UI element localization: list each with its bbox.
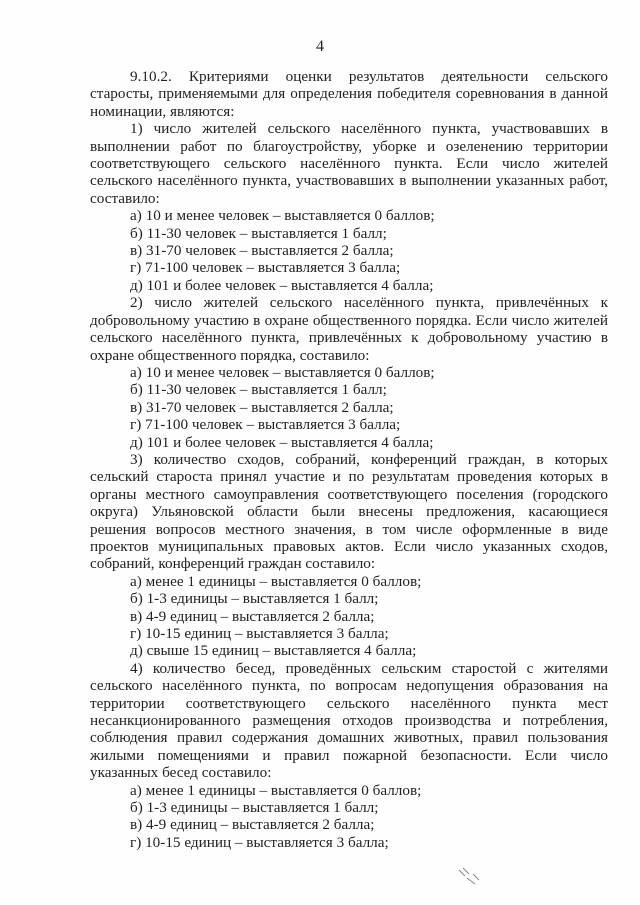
option-item: в) 31-70 человек – выставляется 2 балла; xyxy=(130,242,394,260)
criterion-text: 4) количество бесед, проведённых сельским старостой с жителями сельского населённого пункта, по вопросам недопущения образования на территории соответствующего сельского населённого пункта мест несанкционированного размещения отходов производства и потребления, соблюдения правил содержания домашних животных, правил пользования жилыми помещениями и правил пожарной безопасности. Если число указанных бесед составило: xyxy=(90,659,608,782)
option-item: а) 10 и менее человек – выставляется 0 баллов; xyxy=(130,207,435,225)
option-item: г) 10-15 единиц – выставляется 3 балла; xyxy=(130,833,389,851)
criterion-2 xyxy=(90,294,608,451)
option-item: в) 31-70 человек – выставляется 2 балла; xyxy=(130,398,394,416)
option-item: в) 4-9 единиц – выставляется 2 балла; xyxy=(130,816,375,834)
option-item: в) 4-9 единиц – выставляется 2 балла; xyxy=(130,607,375,625)
option-item: д) 101 и более человек – выставляется 4 балла; xyxy=(130,276,434,294)
criterion-1 xyxy=(90,120,608,294)
intro-paragraph: 9.10.2. Критериями оценки результатов деятельности сельского старосты, применяемыми для определения победителя соревнования в данной номинации, являются: xyxy=(90,68,608,120)
document-body xyxy=(90,68,608,851)
option-item: г) 10-15 единиц – выставляется 3 балла; xyxy=(130,625,389,642)
option-item: б) 1-3 единицы – выставляется 1 балл; xyxy=(130,799,379,817)
option-item: б) 1-3 единицы – выставляется 1 балл; xyxy=(130,590,379,608)
criterion-text: 2) число жителей сельского населённого пункта, привлечённых к добровольному участию в охране общественного порядка. Если число жителей сельского населённого пункта, привлечённых к добровольному участию в охране общественного порядка, составило: xyxy=(90,294,608,364)
options-list xyxy=(90,207,608,294)
criterion-4 xyxy=(90,660,608,851)
option-item: д) свыше 15 единиц – выставляется 4 балла; xyxy=(130,642,417,660)
page-number: 4 xyxy=(316,38,324,55)
option-item: а) менее 1 единицы – выставляется 0 баллов; xyxy=(130,572,422,590)
option-item: б) 11-30 человек – выставляется 1 балл; xyxy=(130,381,387,399)
scan-mark-icon xyxy=(455,862,495,890)
options-list xyxy=(90,782,608,852)
options-list xyxy=(90,573,608,660)
option-item: а) менее 1 единицы – выставляется 0 баллов; xyxy=(130,781,422,799)
option-item: д) 101 и более человек – выставляется 4 балла; xyxy=(130,433,434,451)
option-item: г) 71-100 человек – выставляется 3 балла; xyxy=(130,259,401,277)
option-item: г) 71-100 человек – выставляется 3 балла; xyxy=(130,416,401,434)
criterion-text: 3) количество сходов, собраний, конференций граждан, в которых сельский староста принял участие и по результатам проведения которых в органы местного самоуправления соответствующего поселения (городского округа) Ульяновской области были внесены предложения, касающиеся решения вопросов местного значения, в том числе оформленные в виде проектов муниципальных правовых актов. Если число указанных сходов, собраний, конференций граждан составило: xyxy=(90,450,608,573)
option-item: а) 10 и менее человек – выставляется 0 баллов; xyxy=(130,363,435,381)
options-list xyxy=(90,364,608,451)
option-item: б) 11-30 человек – выставляется 1 балл; xyxy=(130,224,387,242)
criterion-text: 1) число жителей сельского населённого пункта, участвовавших в выполнении работ по благоустройству, уборке и озеленению территории соответствующего сельского населённого пункта. Если число жителей сельского населённого пункта, участвовавших в выполнении указанных работ, составило: xyxy=(90,120,608,207)
criterion-3 xyxy=(90,451,608,660)
